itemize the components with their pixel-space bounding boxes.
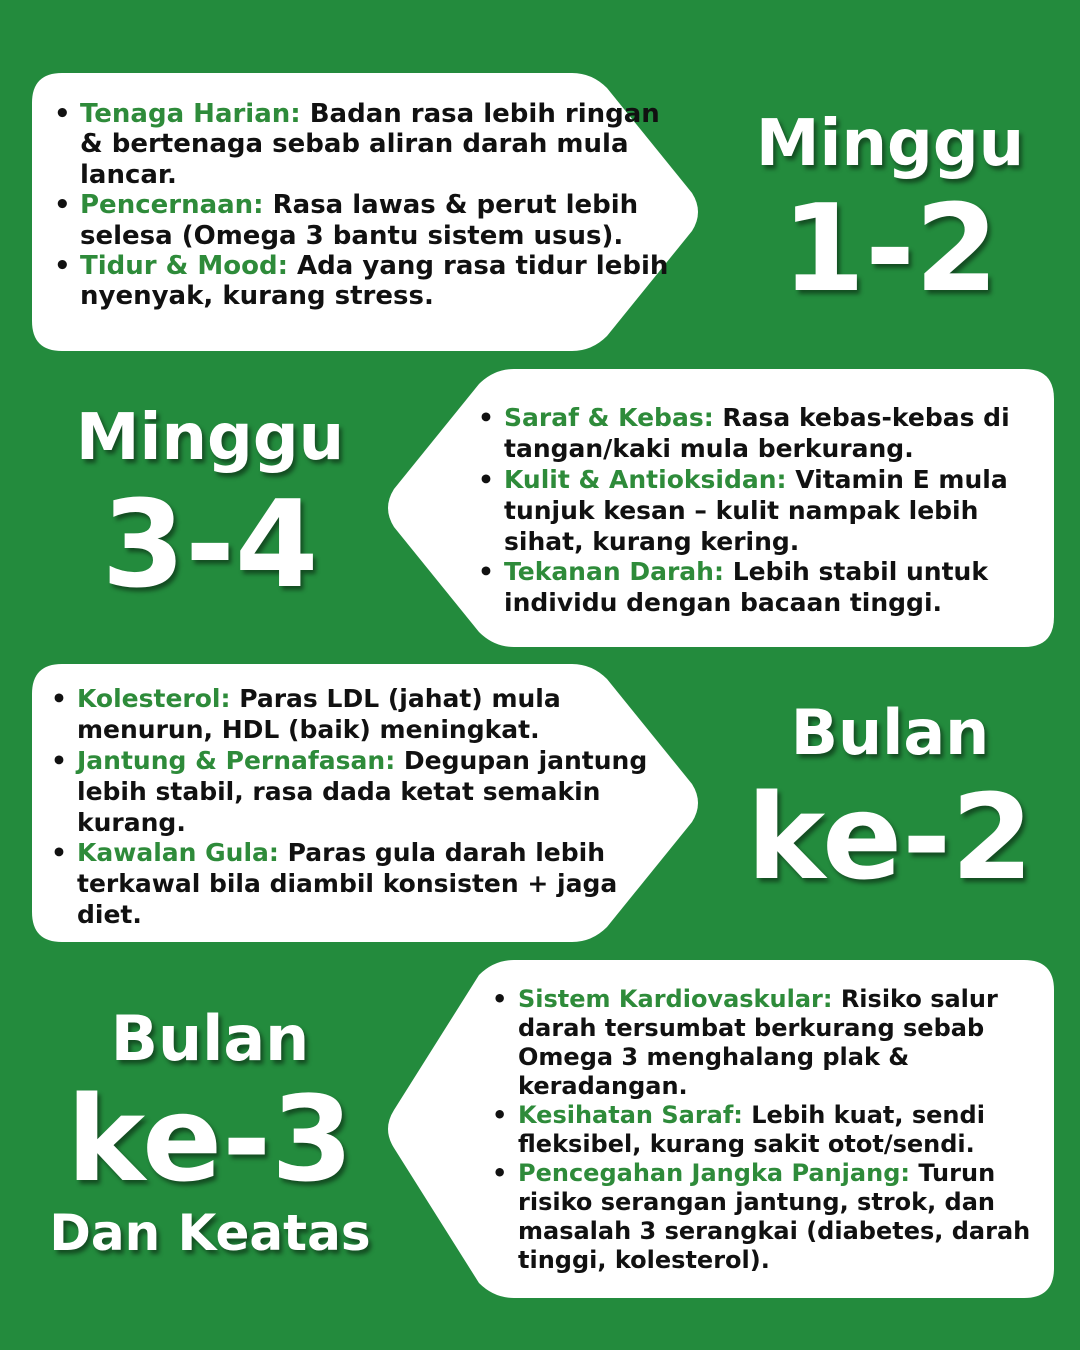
list-item [492, 1159, 1048, 1275]
bullet-icon: • [492, 985, 508, 1013]
label-line2: 3-4 [101, 476, 319, 615]
item-text: Rasa lawas & perut lebih selesa (Omega 3 bantu sistem usus). [80, 190, 639, 251]
list-item [54, 190, 680, 251]
list-item [478, 403, 1044, 465]
week-1-2-list [54, 99, 680, 312]
month-3-label [40, 1002, 380, 1262]
item-key: Kawalan Gula: [77, 838, 279, 868]
bullet-icon: • [492, 1159, 508, 1188]
list-item [478, 464, 1044, 558]
item-key: Kesihatan Saraf: [518, 1101, 743, 1130]
item-text: Lebih kuat, sendi fleksibel, kurang sakit otot/sendi. [518, 1101, 985, 1159]
item-text: Lebih stabil untuk individu dengan bacaan tinggi. [504, 557, 988, 618]
item-key: Jantung & Pernafasan: [77, 745, 396, 775]
item-key: Sistem Kardiovaskular: [518, 985, 833, 1013]
week-3-4-list [478, 403, 1044, 619]
week-1-2-label [740, 107, 1040, 319]
item-key: Pencegahan Jangka Panjang: [518, 1159, 910, 1188]
list-item [492, 985, 1048, 1101]
item-text: Vitamin E mula tunjuk kesan – kulit nampak lebih sihat, kurang kering. [504, 464, 1008, 556]
month-2-label [740, 696, 1040, 906]
week-3-4-label [60, 401, 360, 615]
month-2-list [51, 684, 687, 931]
month-3-card [382, 960, 1054, 1298]
item-text: Paras LDL (jahat) mula menurun, HDL (baik) meningkat. [77, 684, 561, 744]
item-key: Tenaga Harian: [80, 99, 301, 129]
item-key: Saraf & Kebas: [504, 403, 714, 432]
label-line1: Minggu [755, 107, 1025, 181]
item-text: Turun risiko serangan jantung, strok, dan masalah 3 serangkai (diabetes, darah tinggi, kolesterol). [518, 1159, 1031, 1275]
bullet-icon: • [478, 557, 494, 587]
bullet-icon: • [51, 745, 67, 775]
item-key: Tekanan Darah: [504, 557, 724, 587]
item-text: Risiko salur darah tersumbat berkurang sebab Omega 3 menghalang plak & keradangan. [518, 985, 998, 1101]
bullet-icon: • [478, 403, 494, 432]
item-key: Pencernaan: [80, 190, 264, 221]
bullet-icon: • [492, 1101, 508, 1130]
item-text: Badan rasa lebih ringan & bertenaga sebab aliran darah mula lancar. [80, 99, 660, 190]
list-item [51, 745, 687, 839]
item-text: Ada yang rasa tidur lebih nyenyak, kurang stress. [80, 251, 669, 312]
list-item [492, 1101, 1048, 1159]
item-key: Tidur & Mood: [80, 251, 288, 282]
week-3-4-card [382, 369, 1054, 647]
month-3-list [492, 985, 1048, 1275]
item-key: Kolesterol: [77, 684, 231, 713]
label-line2: ke-3 [66, 1070, 354, 1208]
item-text: Rasa kebas-kebas di tangan/kaki mula berkurang. [504, 403, 1010, 463]
bullet-icon: • [51, 838, 67, 868]
bullet-icon: • [54, 99, 71, 129]
bullet-icon: • [54, 190, 71, 221]
label-line1: Bulan [790, 696, 990, 769]
bullet-icon: • [478, 464, 494, 494]
list-item [51, 838, 687, 931]
item-text: Paras gula darah lebih terkawal bila diambil konsisten + jaga diet. [77, 838, 618, 930]
list-item [54, 99, 680, 190]
list-item [478, 557, 1044, 619]
item-text: Degupan jantung lebih stabil, rasa dada ketat semakin kurang. [77, 745, 648, 837]
list-item [51, 684, 687, 746]
item-key: Kulit & Antioksidan: [504, 464, 787, 494]
month-2-card [32, 664, 704, 942]
label-line1: Bulan [110, 1002, 310, 1075]
list-item [54, 251, 680, 312]
label-line1: Minggu [75, 401, 345, 475]
bullet-icon: • [54, 251, 71, 282]
label-line2: ke-2 [746, 768, 1034, 906]
label-line2: 1-2 [781, 180, 999, 319]
label-line3: Dan Keatas [49, 1204, 371, 1262]
week-1-2-card [32, 73, 704, 351]
bullet-icon: • [51, 684, 67, 713]
